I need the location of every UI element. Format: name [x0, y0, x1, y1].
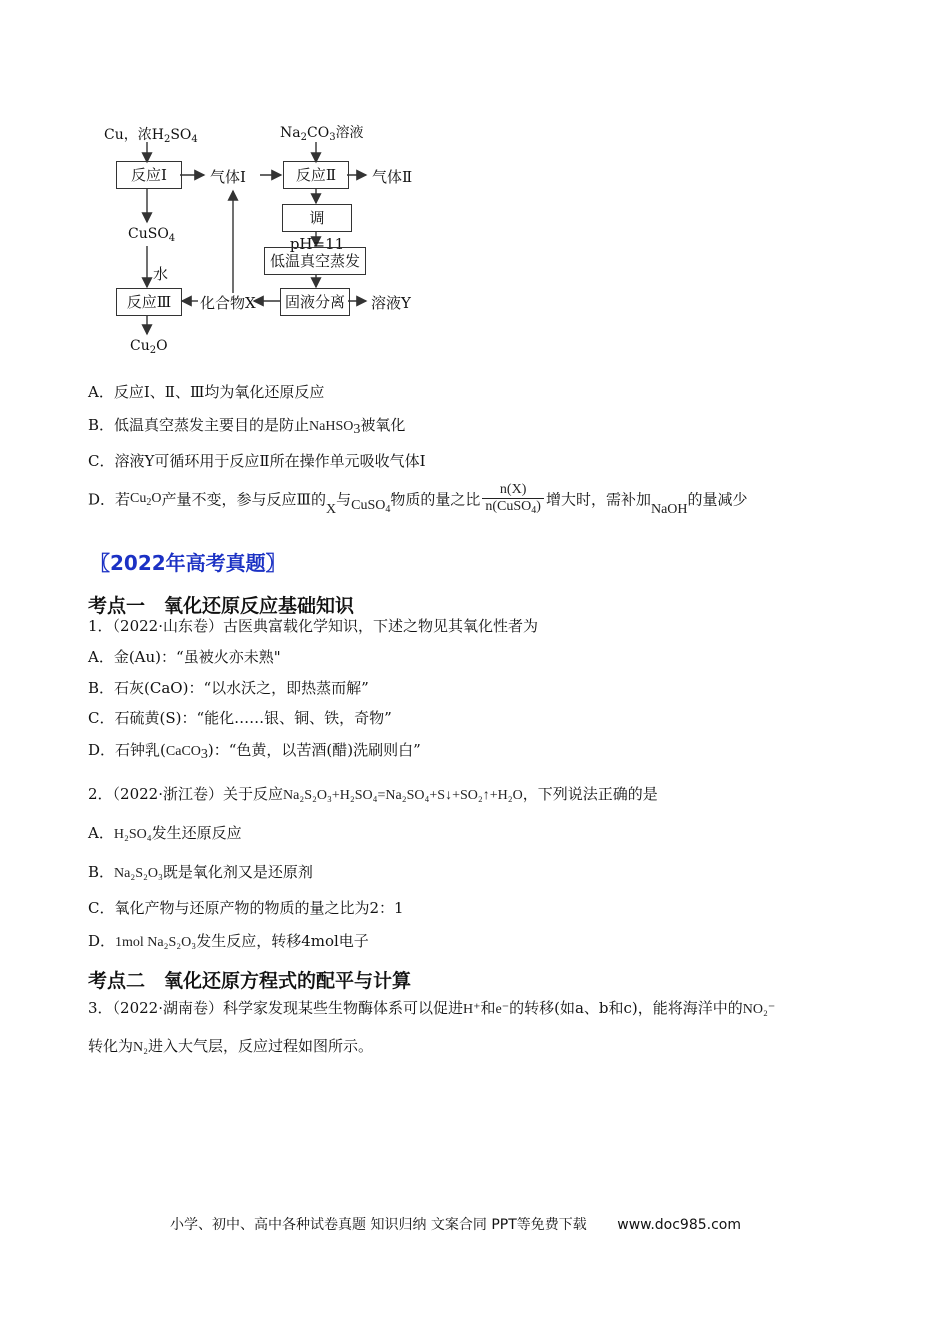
footer-url[interactable]: www.doc985.com	[617, 1217, 741, 1233]
prev-option-b: B．低温真空蒸发主要目的是防止NaHSO$_3$被氧化	[88, 416, 406, 437]
section-title: 〖2022年高考真题〗	[90, 551, 286, 575]
prev-option-d: D．若$Cu_2O$产量不变，参与反应Ⅲ的X与CuSO$_4$物质的量之比 $\frac{n(X)}{n(CuSO_4)}$ 增大时，需补加NaOH的量减少	[88, 482, 748, 517]
q2-option-c: C．氧化产物与还原产物的物质的量之比为2：1	[88, 899, 404, 917]
compound-x: 化合物X	[200, 294, 256, 312]
q1-option-d: D．石钟乳(CaCO$_3$)：“色黄，以苦酒(醋)洗刷则白”	[88, 741, 421, 762]
footer-text: 小学、初中、高中各种试卷真题 知识归纳 文案合同 PPT等免费下载	[170, 1217, 587, 1233]
q2-option-b: B．Na₂S₂O₃既是氧化剂又是还原剂	[88, 863, 313, 881]
gas-1: 气体Ⅰ	[210, 168, 246, 186]
q1-stem: 1．（2022·山东卷）古医典富载化学知识，下述之物见其氧化性者为	[88, 617, 538, 635]
q2-option-d: D．1mol Na₂S₂O₃发生反应，转移4mol电子	[88, 932, 369, 950]
box-low-temp-evaporation: 低温真空蒸发	[264, 247, 366, 275]
water-label: 水	[153, 265, 169, 283]
prev-option-c: C．溶液Y可循环用于反应Ⅱ所在操作单元吸收气体Ⅰ	[88, 452, 426, 470]
q3-line-1: 3．（2022·湖南卷）科学家发现某些生物酶体系可以促进H⁺和e⁻的转移(如a、b和c)，能将海洋中的NO₂⁻	[88, 999, 776, 1017]
cuso4-label: CuSO$_4$	[128, 226, 176, 244]
solution-y: 溶液Y	[371, 294, 411, 312]
footer	[170, 1214, 741, 1234]
q1-option-c: C．石硫黄(S)：“能化……银、铜、铁，奇物”	[88, 709, 392, 727]
box-reaction-3: 反应Ⅲ	[116, 288, 182, 316]
box-reaction-1: 反应Ⅰ	[116, 161, 182, 189]
q3-line-2: 转化为N₂进入大气层，反应过程如图所示。	[88, 1037, 374, 1055]
gas-2: 气体Ⅱ	[372, 168, 413, 186]
q1-option-b: B．石灰(CaO)：“以水沃之，即热蒸而解”	[88, 679, 369, 697]
prev-option-a: A．反应Ⅰ、Ⅱ、Ⅲ均为氧化还原反应	[88, 383, 325, 401]
keypoint-2-title: 考点二 氧化还原方程式的配平与计算	[88, 970, 412, 992]
ratio-fraction: $\frac{n(X)}{n(CuSO_4)}$	[482, 482, 544, 516]
keypoint-1-title: 考点一 氧化还原反应基础知识	[88, 595, 355, 617]
reagent-cu-h2so4: Cu，浓$H_2SO_4$	[104, 127, 198, 145]
box-solid-liquid-separation: 固液分离	[280, 288, 350, 316]
cu2o-label: $Cu_2O$	[130, 338, 168, 356]
q1-option-a: A．金(Au)：“虽被火亦未熟"	[88, 648, 281, 666]
box-reaction-2: 反应Ⅱ	[283, 161, 349, 189]
reagent-na2co3: $Na_2CO_3$溶液	[280, 125, 364, 143]
q2-stem: 2．（2022·浙江卷）关于反应Na₂S₂O₃+H₂SO₄=Na₂SO₄+S↓+SO₂↑+H₂O，下列说法正确的是	[88, 785, 658, 803]
box-adjust-ph: 调pH=11	[282, 204, 352, 232]
q2-option-a: A．H₂SO₄发生还原反应	[88, 824, 242, 842]
